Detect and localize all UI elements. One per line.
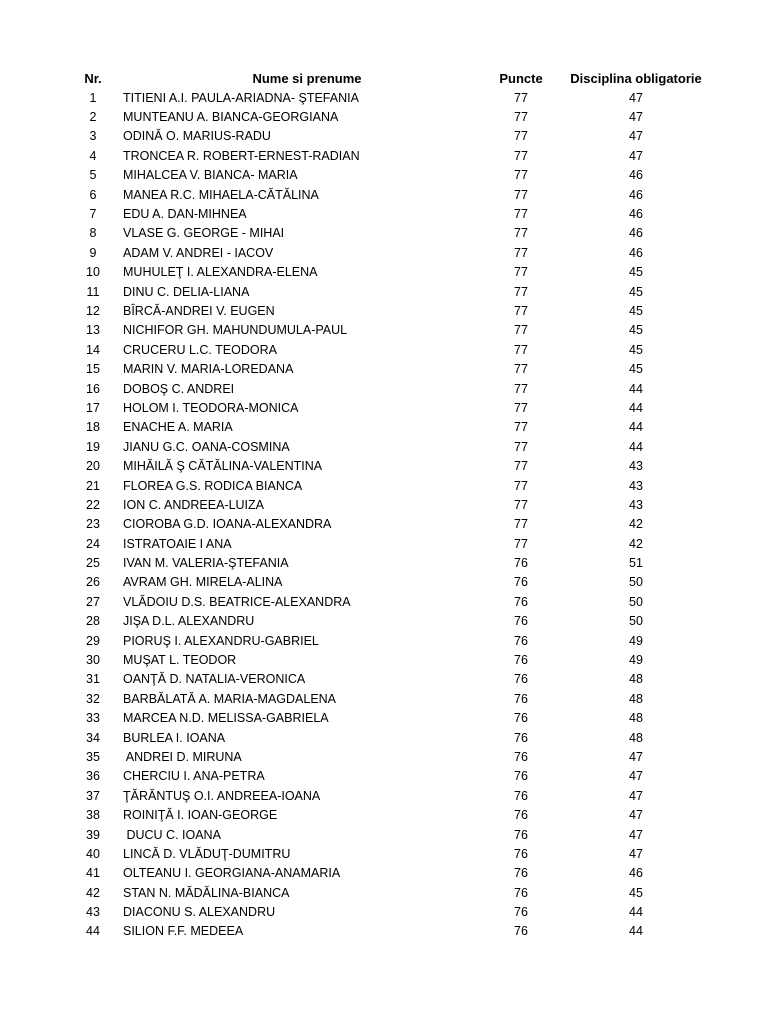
cell-discipline: 43 (629, 497, 643, 512)
cell-nr: 36 (86, 769, 100, 784)
cell-nr: 40 (86, 846, 100, 861)
cell-points: 76 (514, 653, 528, 668)
header-row (70, 69, 728, 88)
cell-points: 77 (514, 187, 528, 202)
cell-discipline: 47 (629, 788, 643, 803)
cell-name: SILION F.F. MEDEEA (123, 924, 244, 939)
table-row (70, 592, 728, 611)
table-row (70, 883, 728, 902)
cell-points: 76 (514, 594, 528, 609)
cell-discipline: 47 (629, 846, 643, 861)
cell-points: 76 (514, 749, 528, 764)
cell-name: FLOREA G.S. RODICA BIANCA (123, 478, 303, 493)
table-row (70, 224, 728, 243)
results-table (70, 69, 728, 941)
table-row (70, 146, 728, 165)
table-row (70, 263, 728, 282)
cell-points: 76 (514, 575, 528, 590)
cell-nr: 34 (86, 730, 100, 745)
table-row (70, 456, 728, 475)
table-row (70, 767, 728, 786)
cell-points: 77 (514, 381, 528, 396)
cell-name: VLASE G. GEORGE - MIHAI (123, 226, 285, 241)
cell-nr: 14 (86, 342, 100, 357)
cell-nr: 39 (86, 827, 100, 842)
cell-nr: 27 (86, 594, 100, 609)
table-row (70, 282, 728, 301)
cell-name: AVRAM GH. MIRELA-ALINA (123, 575, 283, 590)
cell-discipline: 50 (629, 575, 643, 590)
header-discipline: Disciplina obligatorie (570, 71, 702, 86)
table-row (70, 670, 728, 689)
cell-nr: 26 (86, 575, 100, 590)
table-row (70, 398, 728, 417)
table-row (70, 321, 728, 340)
table-row (70, 340, 728, 359)
cell-points: 76 (514, 711, 528, 726)
cell-discipline: 51 (629, 556, 643, 571)
cell-discipline: 44 (629, 400, 643, 415)
cell-points: 76 (514, 730, 528, 745)
cell-points: 76 (514, 556, 528, 571)
cell-points: 77 (514, 284, 528, 299)
cell-name: JIANU G.C. OANA-COSMINA (123, 439, 290, 454)
cell-nr: 19 (86, 439, 100, 454)
cell-discipline: 42 (629, 536, 643, 551)
table-row (70, 204, 728, 223)
cell-discipline: 44 (629, 420, 643, 435)
table-row (70, 418, 728, 437)
table-row (70, 107, 728, 126)
cell-points: 77 (514, 400, 528, 415)
cell-discipline: 47 (629, 749, 643, 764)
cell-nr: 10 (86, 265, 100, 280)
cell-discipline: 47 (629, 90, 643, 105)
table-row (70, 553, 728, 572)
cell-nr: 4 (89, 148, 97, 163)
cell-nr: 22 (86, 497, 100, 512)
cell-nr: 7 (89, 207, 97, 222)
cell-nr: 21 (86, 478, 100, 493)
cell-discipline: 43 (629, 478, 643, 493)
cell-name: MUHULEŢ I. ALEXANDRA-ELENA (123, 265, 318, 280)
cell-name: VLĂDOIU D.S. BEATRICE-ALEXANDRA (123, 594, 351, 609)
cell-nr: 9 (89, 245, 97, 260)
cell-points: 77 (514, 129, 528, 144)
cell-points: 76 (514, 614, 528, 629)
cell-discipline: 44 (629, 924, 643, 939)
cell-name: TITIENI A.I. PAULA-ARIADNA- ŞTEFANIA (123, 90, 359, 105)
cell-name: ANDREI D. MIRUNA (123, 749, 242, 764)
cell-nr: 43 (86, 905, 100, 920)
cell-points: 77 (514, 245, 528, 260)
cell-nr: 35 (86, 749, 100, 764)
cell-name: ROINIŢĂ I. IOAN-GEORGE (123, 808, 278, 823)
cell-name: CIOROBA G.D. IOANA-ALEXANDRA (123, 517, 332, 532)
cell-points: 77 (514, 207, 528, 222)
table-row (70, 301, 728, 320)
cell-nr: 17 (86, 400, 100, 415)
cell-discipline: 50 (629, 614, 643, 629)
table-row (70, 515, 728, 534)
cell-points: 76 (514, 672, 528, 687)
header-points: Puncte (499, 71, 543, 86)
cell-discipline: 48 (629, 672, 643, 687)
cell-discipline: 47 (629, 808, 643, 823)
cell-points: 77 (514, 90, 528, 105)
cell-discipline: 46 (629, 207, 643, 222)
cell-points: 76 (514, 924, 528, 939)
cell-name: IVAN M. VALERIA-ŞTEFANIA (123, 556, 289, 571)
cell-nr: 25 (86, 556, 100, 571)
cell-name: MUNTEANU A. BIANCA-GEORGIANA (123, 110, 339, 125)
cell-nr: 28 (86, 614, 100, 629)
cell-points: 76 (514, 691, 528, 706)
cell-discipline: 45 (629, 303, 643, 318)
cell-nr: 3 (89, 129, 97, 144)
cell-name: MANEA R.C. MIHAELA-CĂTĂLINA (123, 187, 319, 202)
cell-nr: 2 (89, 110, 97, 125)
header-name: Nume si prenume (252, 71, 362, 86)
cell-discipline: 48 (629, 711, 643, 726)
cell-discipline: 47 (629, 769, 643, 784)
table-row (70, 631, 728, 650)
table-row (70, 379, 728, 398)
cell-points: 77 (514, 303, 528, 318)
cell-nr: 31 (86, 672, 100, 687)
cell-points: 76 (514, 827, 528, 842)
cell-points: 76 (514, 633, 528, 648)
cell-nr: 20 (86, 459, 100, 474)
cell-name: TRONCEA R. ROBERT-ERNEST-RADIAN (123, 148, 360, 163)
cell-discipline: 47 (629, 129, 643, 144)
cell-name: BURLEA I. IOANA (123, 730, 226, 745)
cell-discipline: 45 (629, 362, 643, 377)
cell-name: MARCEA N.D. MELISSA-GABRIELA (123, 711, 329, 726)
cell-name: ENACHE A. MARIA (123, 420, 233, 435)
cell-name: MUŞAT L. TEODOR (123, 653, 237, 668)
table-header (70, 69, 728, 88)
table-row (70, 359, 728, 378)
cell-name: LINCĂ D. VLĂDUŢ-DUMITRU (123, 846, 291, 861)
cell-nr: 1 (89, 90, 97, 105)
table-row (70, 728, 728, 747)
cell-points: 77 (514, 497, 528, 512)
table-row (70, 805, 728, 824)
cell-discipline: 47 (629, 110, 643, 125)
cell-discipline: 50 (629, 594, 643, 609)
cell-nr: 33 (86, 711, 100, 726)
cell-name: CHERCIU I. ANA-PETRA (123, 769, 265, 784)
cell-points: 76 (514, 846, 528, 861)
cell-points: 77 (514, 323, 528, 338)
cell-name: HOLOM I. TEODORA-MONICA (123, 400, 299, 415)
cell-name: DIACONU S. ALEXANDRU (123, 905, 276, 920)
cell-discipline: 46 (629, 866, 643, 881)
cell-name: CRUCERU L.C. TEODORA (123, 342, 277, 357)
table-row (70, 495, 728, 514)
cell-discipline: 44 (629, 381, 643, 396)
cell-name: BÎRCĂ-ANDREI V. EUGEN (123, 303, 275, 318)
cell-nr: 29 (86, 633, 100, 648)
header-nr: Nr. (84, 71, 102, 86)
cell-discipline: 45 (629, 284, 643, 299)
cell-name: MIHĂILĂ Ş CĂTĂLINA-VALENTINA (123, 459, 323, 474)
cell-name: MARIN V. MARIA-LOREDANA (123, 362, 294, 377)
cell-discipline: 45 (629, 265, 643, 280)
table-row (70, 922, 728, 941)
cell-discipline: 48 (629, 691, 643, 706)
cell-points: 77 (514, 168, 528, 183)
cell-points: 77 (514, 226, 528, 241)
cell-name: DINU C. DELIA-LIANA (123, 284, 250, 299)
cell-name: DOBOŞ C. ANDREI (123, 381, 235, 396)
cell-points: 77 (514, 517, 528, 532)
cell-points: 77 (514, 362, 528, 377)
cell-nr: 42 (86, 885, 100, 900)
cell-discipline: 45 (629, 885, 643, 900)
table-row (70, 612, 728, 631)
cell-name: BARBĂLATĂ A. MARIA-MAGDALENA (123, 691, 337, 706)
cell-points: 76 (514, 808, 528, 823)
cell-points: 77 (514, 148, 528, 163)
cell-nr: 16 (86, 381, 100, 396)
cell-name: NICHIFOR GH. MAHUNDUMULA-PAUL (123, 323, 348, 338)
cell-points: 76 (514, 905, 528, 920)
table-row (70, 825, 728, 844)
cell-points: 77 (514, 439, 528, 454)
table-row (70, 709, 728, 728)
cell-nr: 18 (86, 420, 100, 435)
cell-discipline: 49 (629, 633, 643, 648)
table-row (70, 902, 728, 921)
cell-discipline: 45 (629, 342, 643, 357)
cell-name: MIHALCEA V. BIANCA- MARIA (123, 168, 298, 183)
table-row (70, 243, 728, 262)
cell-discipline: 42 (629, 517, 643, 532)
cell-nr: 44 (86, 924, 100, 939)
cell-discipline: 43 (629, 459, 643, 474)
table-row (70, 786, 728, 805)
cell-discipline: 46 (629, 187, 643, 202)
cell-name: OANŢĂ D. NATALIA-VERONICA (123, 672, 306, 687)
cell-discipline: 46 (629, 245, 643, 260)
cell-name: ŢĂRĂNTUŞ O.I. ANDREEA-IOANA (123, 788, 321, 803)
table-row (70, 476, 728, 495)
table-row (70, 747, 728, 766)
cell-nr: 41 (86, 866, 100, 881)
cell-nr: 30 (86, 653, 100, 668)
cell-nr: 11 (86, 284, 100, 299)
cell-nr: 5 (89, 168, 97, 183)
cell-name: ODINĂ O. MARIUS-RADU (123, 129, 271, 144)
table-row (70, 437, 728, 456)
cell-nr: 24 (86, 536, 100, 551)
table-body (70, 88, 728, 941)
cell-nr: 8 (89, 226, 97, 241)
cell-points: 76 (514, 788, 528, 803)
cell-discipline: 47 (629, 148, 643, 163)
cell-name: EDU A. DAN-MIHNEA (123, 207, 247, 222)
cell-discipline: 47 (629, 827, 643, 842)
cell-name: ISTRATOAIE I ANA (123, 536, 232, 551)
cell-nr: 37 (86, 788, 100, 803)
cell-discipline: 48 (629, 730, 643, 745)
cell-points: 77 (514, 536, 528, 551)
table-row (70, 650, 728, 669)
cell-discipline: 45 (629, 323, 643, 338)
cell-points: 76 (514, 769, 528, 784)
cell-points: 77 (514, 478, 528, 493)
cell-name: OLTEANU I. GEORGIANA-ANAMARIA (123, 866, 341, 881)
cell-discipline: 49 (629, 653, 643, 668)
cell-name: DUCU C. IOANA (123, 827, 221, 842)
table-row (70, 844, 728, 863)
cell-nr: 12 (86, 303, 100, 318)
cell-name: PIORUŞ I. ALEXANDRU-GABRIEL (123, 633, 319, 648)
table-row (70, 864, 728, 883)
cell-nr: 23 (86, 517, 100, 532)
table-row (70, 689, 728, 708)
cell-discipline: 44 (629, 439, 643, 454)
table-row (70, 127, 728, 146)
cell-nr: 38 (86, 808, 100, 823)
table-row (70, 166, 728, 185)
cell-points: 76 (514, 866, 528, 881)
cell-name: JIŞA D.L. ALEXANDRU (123, 614, 255, 629)
cell-nr: 6 (89, 187, 97, 202)
cell-points: 77 (514, 110, 528, 125)
cell-nr: 32 (86, 691, 100, 706)
cell-discipline: 46 (629, 226, 643, 241)
cell-name: STAN N. MĂDĂLINA-BIANCA (123, 885, 290, 900)
cell-points: 77 (514, 342, 528, 357)
cell-discipline: 44 (629, 905, 643, 920)
cell-name: ION C. ANDREEA-LUIZA (123, 497, 264, 512)
table-row (70, 534, 728, 553)
table-row (70, 88, 728, 107)
table-row (70, 185, 728, 204)
cell-points: 77 (514, 459, 528, 474)
cell-nr: 15 (86, 362, 100, 377)
cell-discipline: 46 (629, 168, 643, 183)
table-row (70, 573, 728, 592)
cell-nr: 13 (86, 323, 100, 338)
cell-points: 77 (514, 420, 528, 435)
cell-name: ADAM V. ANDREI - IACOV (123, 245, 274, 260)
cell-points: 76 (514, 885, 528, 900)
cell-points: 77 (514, 265, 528, 280)
